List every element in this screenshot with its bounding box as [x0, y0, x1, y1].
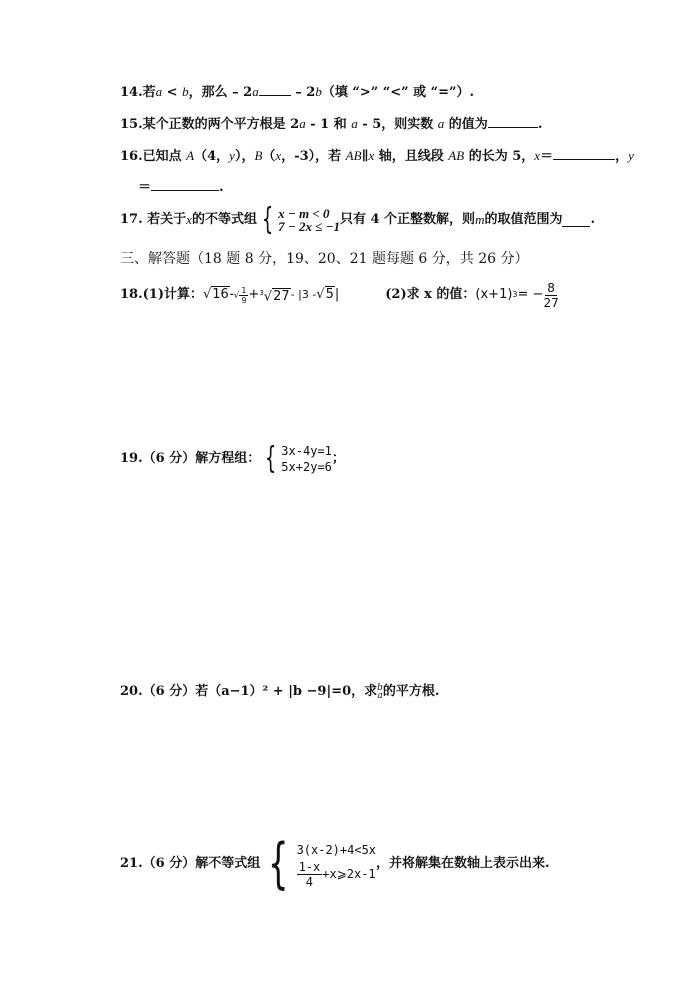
answer-blank[interactable]: [562, 214, 590, 227]
question-number: 19.: [120, 451, 143, 466]
question-15: 15.某个正数的两个平方根是 2a - 1 和 a - 5，则实数 a 的值为 .: [120, 116, 543, 132]
left-brace: {: [268, 832, 289, 895]
question-17: 17. 若关于 x 的不等式组 { x − m < 0 7 − 2x ≤ −1 只有 4 个正整数解，则 m 的取值范围为 .: [120, 202, 595, 237]
question-19: 19. （6 分）解方程组： { 3x-4y=1 5x+2y=6 ；: [120, 441, 345, 476]
answer-blank[interactable]: [151, 178, 219, 191]
answer-blank[interactable]: [488, 115, 538, 128]
inequality-system: { x − m < 0 7 − 2x ≤ −1: [261, 202, 340, 237]
sqrt-16: √16: [202, 287, 229, 302]
question-number: 20.: [120, 684, 143, 699]
inequality-system: { 3(x-2)+4<5x $\frac{1-x}{4}$ +x⩾2x-1: [268, 832, 377, 895]
question-18: 18. (1)计算： √16 - √ $\frac{1}{9}$ + $^3$√27 - |3 - √5 | (2)求 x 的值： (x+1) 3 = − $\frac{8}{27}$: [120, 280, 559, 310]
question-number: 14.: [120, 85, 143, 100]
question-16-line-2: ＝ .: [138, 180, 224, 195]
question-number: 16.: [120, 149, 143, 164]
sqrt-one-ninth: √ $\frac{1}{9}$: [233, 285, 247, 305]
question-21: 21. （6 分）解不等式组 { 3(x-2)+4<5x $\frac{1-x}{4}$ +x⩾2x-1 ，并将解集在数轴上表示出来.: [120, 832, 550, 895]
left-brace: {: [261, 202, 274, 237]
left-brace: {: [265, 441, 277, 476]
power-b-over-a: b a: [377, 683, 383, 701]
fraction-8-27: $\frac{8}{27}$: [543, 280, 559, 310]
question-number: 18.: [120, 287, 143, 302]
cube-root-27: $^3$√27: [259, 288, 290, 305]
question-number: 15.: [120, 117, 143, 132]
section-title: 三、解答题（18 题 8 分，19、20、21 题每题 6 分，共 26 分）: [120, 251, 529, 267]
question-20: 20. （6 分）若（a−1）² + |b −9|=0，求 b a 的平方根.: [120, 683, 440, 701]
answer-blank[interactable]: [259, 83, 291, 96]
question-14: 14.若a < b，那么 – 2a – 2b（填 “>” “<” 或 “=”）.: [120, 84, 474, 100]
question-number: 21.: [120, 856, 143, 871]
question-16: 16.已知点 A（4，y），B（x，-3），若 AB∥x 轴，且线段 AB 的长为 5，x＝ ，y: [120, 148, 634, 164]
answer-blank[interactable]: [553, 147, 615, 160]
sqrt-5: √5: [316, 287, 334, 302]
equation-system: { 3x-4y=1 5x+2y=6: [265, 441, 332, 476]
question-number: 17.: [120, 212, 143, 227]
